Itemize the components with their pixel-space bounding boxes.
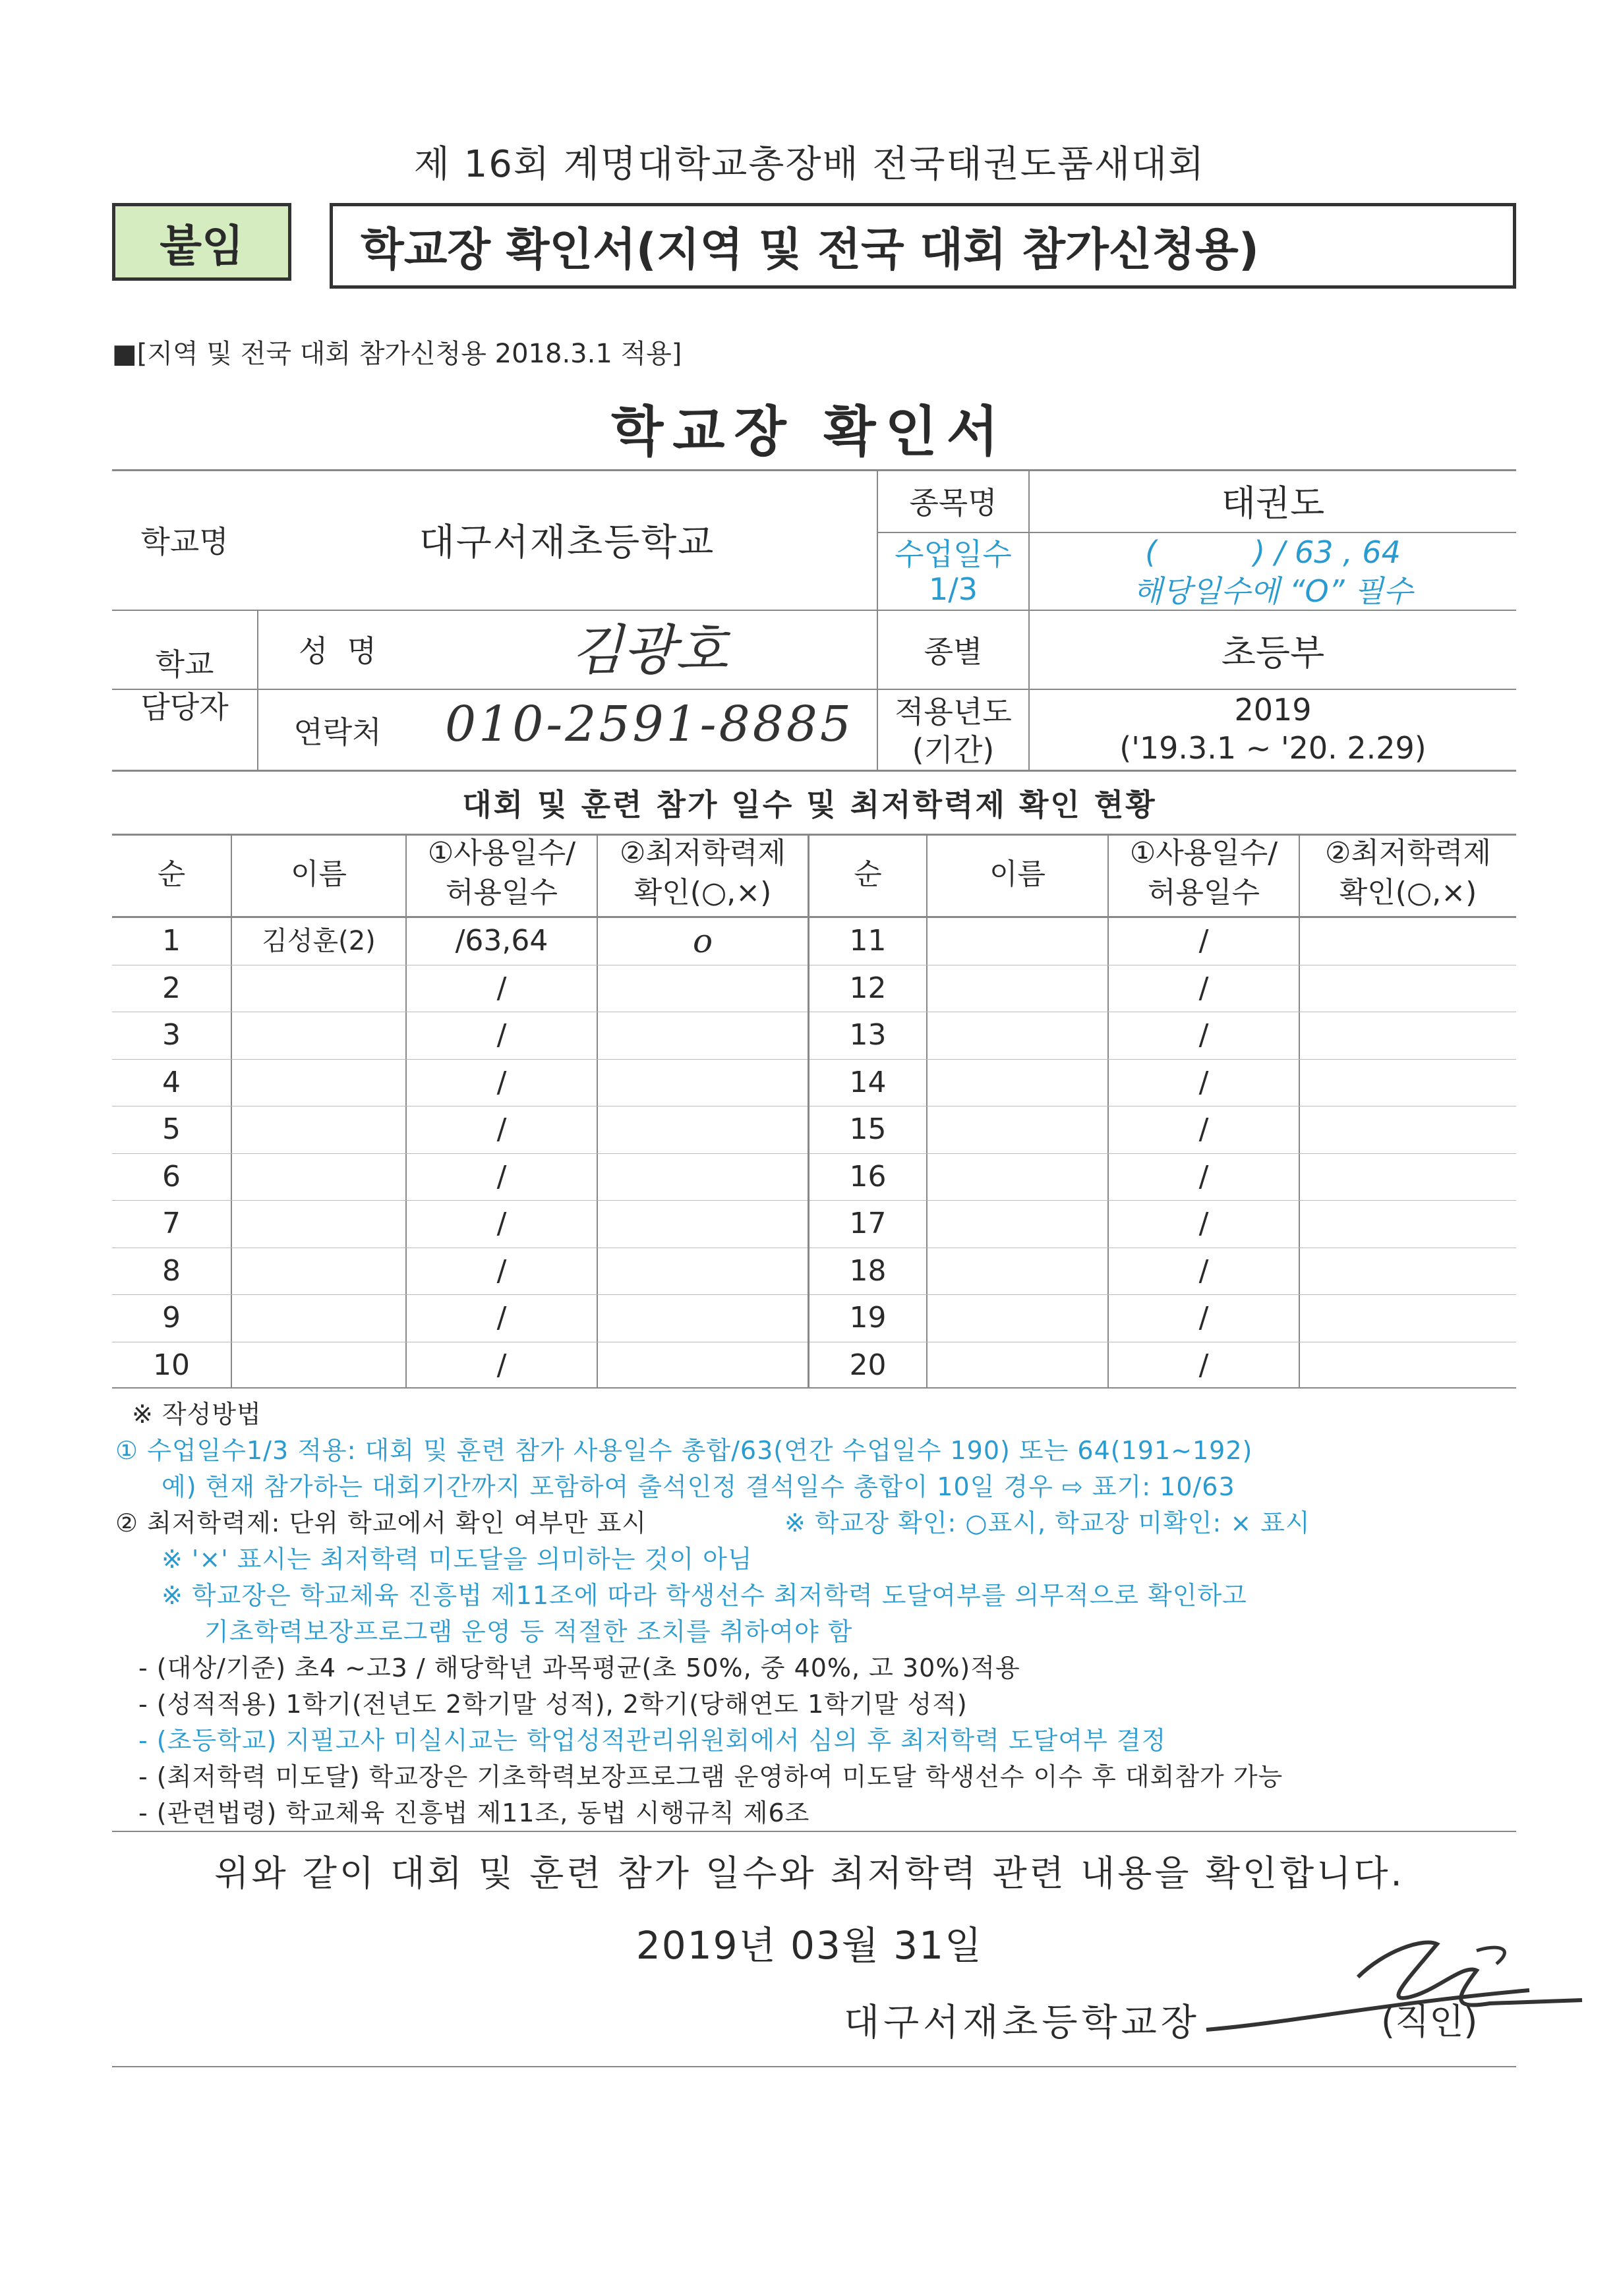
instruction-line-2: 예) 현재 참가하는 대회기간까지 포함하여 출석인정 결석일수 총합이 10일 경우 ⇨ 표기: 10/63 (162, 1472, 1235, 1501)
table-cell-no: 2 (162, 971, 181, 1005)
school-name-value: 대구서재초등학교 (419, 521, 715, 564)
instruction-line-11: - (관련법령) 학교체육 진흥법 제11조, 동법 시행규칙 제6조 (138, 1798, 810, 1827)
table-cell-name: 김성훈(2) (262, 926, 376, 956)
year-label-line1: 적용년도 (895, 694, 1012, 730)
header-days-line2-right: 허용일수 (1147, 876, 1260, 909)
table-cell-no: 6 (162, 1160, 181, 1193)
contest-title: 제 16회 계명대학교총장배 전국태권도품새대회 (413, 143, 1206, 186)
table-cell-days: / (496, 1112, 507, 1146)
header-days-line1-right: ①사용일수/ (1129, 836, 1278, 870)
table-cell-no: 10 (153, 1348, 190, 1382)
header-check-line1-right: ②최저학력제 (1325, 836, 1491, 870)
table-cell-days: / (1198, 1066, 1209, 1099)
document-header-title: 학교장 확인서(지역 및 전국 대회 참가신청용) (330, 203, 1516, 289)
row-divider (112, 1153, 808, 1154)
row-divider (112, 1294, 808, 1295)
table-cell-days: / (1198, 1207, 1209, 1240)
contact-phone-handwritten: 010-2591-8885 (445, 696, 854, 753)
header-days-line2-left: 허용일수 (445, 876, 558, 909)
table-cell-days: / (496, 1066, 507, 1099)
principal-name: 대구서재초등학교장 (844, 2001, 1200, 2044)
table-cell-days: / (496, 1160, 507, 1193)
year-label-line2: (기간) (912, 732, 995, 768)
division-value: 초등부 (1221, 631, 1325, 674)
contact-phone-label: 연락처 (293, 714, 382, 750)
instruction-line-3b: ※ 학교장 확인: ○표시, 학교장 미확인: × 표시 (784, 1508, 1310, 1537)
header-check-line1-left: ②최저학력제 (620, 836, 786, 870)
instruction-line-8: - (성적적용) 1학기(전년도 2학기말 성적), 2학기(당해연도 1학기말 성적) (138, 1690, 968, 1719)
table-cell-days: / (1198, 1160, 1209, 1193)
contact-name-label: 성 명 (298, 633, 377, 669)
row-divider (112, 1059, 808, 1060)
attachment-label: 붙임 (112, 203, 291, 281)
instructions-heading: ※ 작성방법 (132, 1400, 262, 1429)
instruction-line-9: - (초등학교) 지필고사 미실시교는 학업성적관리위원회에서 심의 후 최저학력 도달여부 결정 (138, 1726, 1167, 1755)
table-cell-days: / (1198, 1018, 1209, 1052)
row-divider (810, 1153, 1516, 1154)
application-note: ■[지역 및 전국 대회 참가신청용 2018.3.1 적용] (112, 339, 682, 369)
instruction-line-6: 기초학력보장프로그램 운영 등 적절한 조치를 취하여야 함 (204, 1617, 853, 1646)
table-cell-days: / (496, 1207, 507, 1240)
header-name-left: 이름 (290, 857, 347, 891)
table-cell-no: 1 (162, 924, 181, 958)
table-cell-no: 14 (849, 1066, 887, 1099)
table-cell-no: 16 (849, 1160, 887, 1193)
table-cell-no: 4 (162, 1066, 181, 1099)
table-cell-no: 17 (849, 1207, 887, 1240)
instruction-line-5: ※ 학교장은 학교체육 진흥법 제11조에 따라 학생선수 최저학력 도달여부를 의무적으로 확인하고 (162, 1581, 1247, 1610)
table-cell-no: 18 (849, 1254, 887, 1288)
header-check-line2-left: 확인(○,×) (633, 876, 772, 909)
table-cell-days: / (1198, 1348, 1209, 1382)
header-days-line1-left: ①사용일수/ (427, 836, 576, 870)
event-value: 태권도 (1221, 482, 1325, 524)
table-cell-no: 3 (162, 1018, 181, 1052)
confirmation-statement: 위와 같이 대회 및 훈련 참가 일수와 최저학력 관련 내용을 확인합니다. (214, 1852, 1405, 1894)
staff-label-line2: 담당자 (140, 689, 229, 725)
main-heading: 학교장 확인서 (611, 401, 1008, 463)
table-cell-days: / (1198, 1254, 1209, 1288)
days-label-line1: 수업일수 (895, 536, 1012, 572)
table-cell-no: 9 (162, 1301, 181, 1335)
table-cell-days: / (1198, 924, 1209, 958)
table-cell-days: / (496, 1301, 507, 1335)
instruction-line-1: ① 수업일수1/3 적용: 대회 및 훈련 참가 사용일수 총합/63(연간 수업일수 190) 또는 64(191~192) (115, 1436, 1253, 1465)
row-divider (810, 1059, 1516, 1060)
header-check-line2-right: 확인(○,×) (1339, 876, 1477, 909)
table-cell-no: 7 (162, 1207, 181, 1240)
instruction-line-7: - (대상/기준) 초4 ~고3 / 해당학년 과목평균(초 50%, 중 40%, 고 30%)적용 (138, 1653, 1020, 1682)
staff-label-line1: 학교 (155, 646, 214, 682)
table-cell-check: o (692, 922, 713, 960)
table-cell-no: 20 (849, 1348, 887, 1382)
days-label-line2: 1/3 (928, 571, 978, 607)
instruction-line-3a: ② 최저학력제: 단위 학교에서 확인 여부만 표시 (115, 1508, 647, 1537)
row-divider (112, 1200, 808, 1201)
table-cell-no: 15 (849, 1112, 887, 1146)
days-value-line1: ( ) / 63 , 64 (1145, 534, 1401, 570)
row-divider (810, 1294, 1516, 1295)
divider (112, 1831, 1516, 1832)
table-cell-no: 5 (162, 1112, 181, 1146)
section-title: 대회 및 훈련 참가 일수 및 최저학력제 확인 현황 (462, 787, 1157, 822)
table-cell-days: / (496, 1254, 507, 1288)
table-cell-no: 11 (849, 924, 887, 958)
school-name-label: 학교명 (140, 523, 229, 560)
table-cell-days: /63,64 (455, 924, 548, 958)
row-divider (810, 1200, 1516, 1201)
instruction-line-4: ※ '×' 표시는 최저학력 미도달을 의미하는 것이 아님 (162, 1545, 753, 1574)
header-no-left: 순 (157, 857, 186, 891)
table-cell-days: / (496, 971, 507, 1005)
table-cell-days: / (1198, 971, 1209, 1005)
table-cell-no: 19 (849, 1301, 887, 1335)
table-cell-no: 12 (849, 971, 887, 1005)
event-label: 종목명 (909, 484, 997, 521)
year-value-line1: 2019 (1234, 692, 1312, 728)
division-label: 종별 (924, 634, 983, 670)
header-no-right: 순 (854, 857, 882, 891)
year-value-line2: ('19.3.1 ~ '20. 2.29) (1119, 730, 1427, 766)
seal-mark: (직인) (1381, 2001, 1478, 2042)
instruction-line-10: - (최저학력 미도달) 학교장은 기초학력보장프로그램 운영하여 미도달 학생선수 이수 후 대회참가 가능 (138, 1762, 1283, 1791)
days-value-line2: 해당일수에 “O” 필수 (1133, 573, 1413, 609)
table-cell-days: / (1198, 1301, 1209, 1335)
contact-name-handwritten: 김광호 (571, 619, 728, 682)
table-cell-no: 13 (849, 1018, 887, 1052)
header-name-right: 이름 (989, 857, 1045, 891)
table-cell-no: 8 (162, 1254, 181, 1288)
confirmation-date: 2019년 03월 31일 (635, 1923, 984, 1968)
table-cell-days: / (1198, 1112, 1209, 1146)
table-cell-days: / (496, 1018, 507, 1052)
bottom-divider (112, 2066, 1516, 2067)
table-cell-days: / (496, 1348, 507, 1382)
